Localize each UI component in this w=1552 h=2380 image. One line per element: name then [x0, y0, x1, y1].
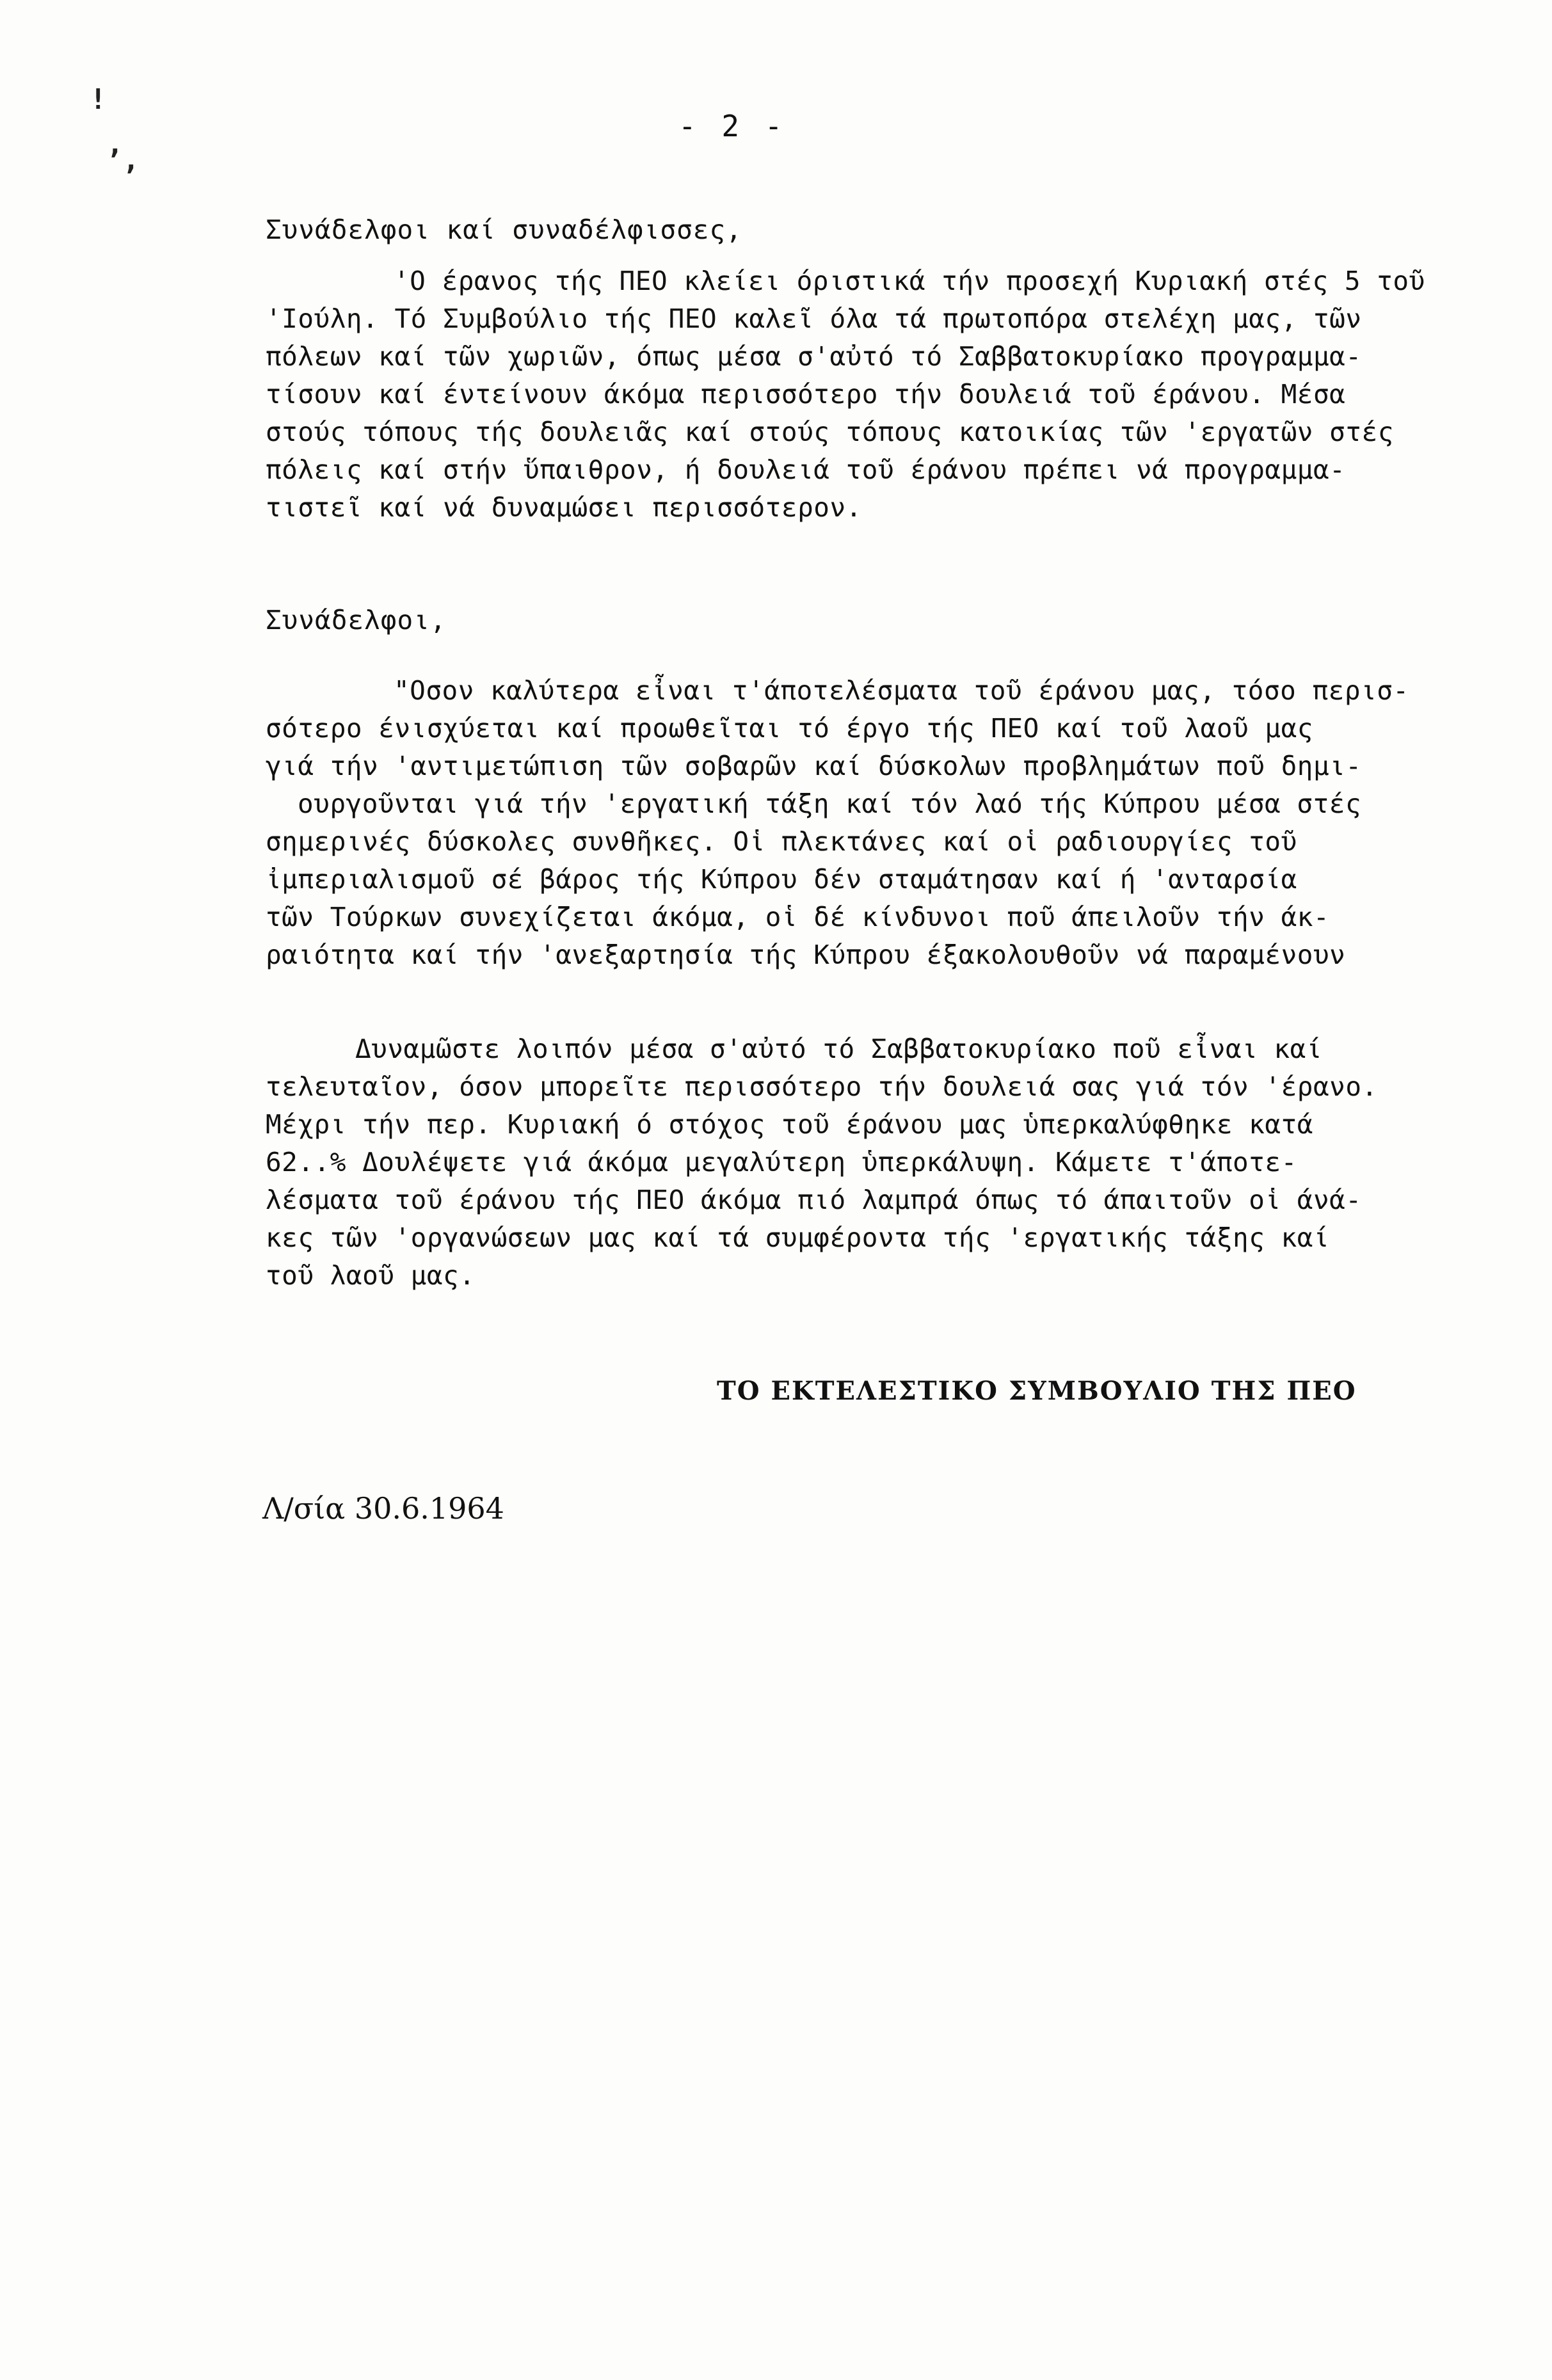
text-line: γιά τήν 'αντιμετώπιση τῶν σοβαρῶν καί δύσκολων προβλημάτων ποῦ δημι-	[266, 751, 1362, 781]
text-line: τοῦ λαοῦ μας.	[266, 1260, 476, 1291]
text-line: σότερο ένισχύεται καί προωθεῖται τό έργο τής ΠΕΟ καί τοῦ λαοῦ μας	[266, 713, 1313, 744]
text-line: ἰμπεριαλισμοῦ σέ βάρος τής Κύπρου δέν σταμάτησαν καί ή 'ανταρσία	[266, 864, 1297, 895]
signature-executive-council: ΤΟ ΕΚΤΕΛΕΣΤΙΚΟ ΣΥΜΒΟΥΛΙΟ ΤΗΣ ΠΕΟ	[717, 1376, 1357, 1406]
text-line: λέσματα τοῦ έράνου τής ΠΕΟ άκόμα πιό λαμπρά όπως τό άπαιτοῦν οἱ άνά-	[266, 1185, 1362, 1215]
paragraph-results-importance	[266, 672, 1456, 974]
text-line: ουργοῦνται γιά τήν 'εργατική τάξη καί τόν λαό τής Κύπρου μέσα στές	[298, 788, 1362, 819]
text-line: κες τῶν 'οργανώσεων μας καί τά συμφέροντα τής 'εργατικής τάξης καί	[266, 1222, 1330, 1253]
document-date: Λ/σία 30.6.1964	[262, 1491, 504, 1526]
text-line: τῶν Τούρκων συνεχίζεται άκόμα, οἱ δέ κίνδυνοι ποῦ άπειλοῦν τήν άκ-	[266, 902, 1330, 932]
salutation-colleagues: Συνάδελφοι καί συναδέλφισσες,	[266, 214, 742, 245]
paragraph-fundraising-closing	[266, 262, 1456, 527]
text-line: τίσουν καί έντείνουν άκόμα περισσότερο τήν δουλειά τοῦ έράνου. Μέσα	[266, 379, 1346, 410]
text-line: τελευταῖον, όσον μπορεῖτε περισσότερο τήν δουλειά σας γιά τόν 'έρανο.	[266, 1071, 1378, 1102]
salutation-colleagues-short: Συνάδελφοι,	[266, 605, 447, 635]
paragraph-call-to-action	[266, 1030, 1456, 1295]
text-line: Δυναμῶστε λοιπόν μέσα σ'αὐτό τό Σαββατοκυρίακο ποῦ εἶναι καί	[355, 1034, 1323, 1064]
margin-mark-top: !	[90, 83, 107, 116]
text-line: ραιότητα καί τήν 'ανεξαρτησία τής Κύπρου έξακολουθοῦν νά παραμένουν	[266, 939, 1346, 970]
text-line: πόλεων καί τῶν χωριῶν, όπως μέσα σ'αὐτό τό Σαββατοκυρίακο προγραμμα-	[266, 341, 1362, 372]
page-number: - 2 -	[678, 109, 787, 143]
text-line: Μέχρι τήν περ. Κυριακή ό στόχος τοῦ έράνου μας ὑπερκαλύφθηκε κατά	[266, 1109, 1313, 1140]
text-line: σημερινές δύσκολες συνθῆκες. Οἱ πλεκτάνες καί οἱ ραδιουργίες τοῦ	[266, 826, 1297, 857]
text-line: τιστεῖ καί νά δυναμώσει περισσότερον.	[266, 492, 862, 523]
margin-mark-bottom: ’,	[106, 144, 140, 177]
text-line: πόλεις καί στήν ὕπαιθρον, ή δουλειά τοῦ έράνου πρέπει νά προγραμμα-	[266, 454, 1346, 485]
text-line: στούς τόπους τής δουλειᾶς καί στούς τόπους κατοικίας τῶν 'εργατῶν στές	[266, 417, 1394, 447]
text-line: "Οσον καλύτερα εἶναι τ'άποτελέσματα τοῦ έράνου μας, τόσο περισ-	[394, 675, 1409, 706]
text-line: 'Ο έρανος τής ΠΕΟ κλείει όριστικά τήν προσεχή Κυριακή στές 5 τοῦ	[394, 266, 1425, 296]
text-line: 62..% Δουλέψετε γιά άκόμα μεγαλύτερη ὑπερκάλυψη. Κάμετε τ'άποτε-	[266, 1147, 1297, 1178]
text-line: 'Ιούλη. Τό Συμβούλιο τής ΠΕΟ καλεῖ όλα τά πρωτοπόρα στελέχη μας, τῶν	[266, 303, 1362, 334]
